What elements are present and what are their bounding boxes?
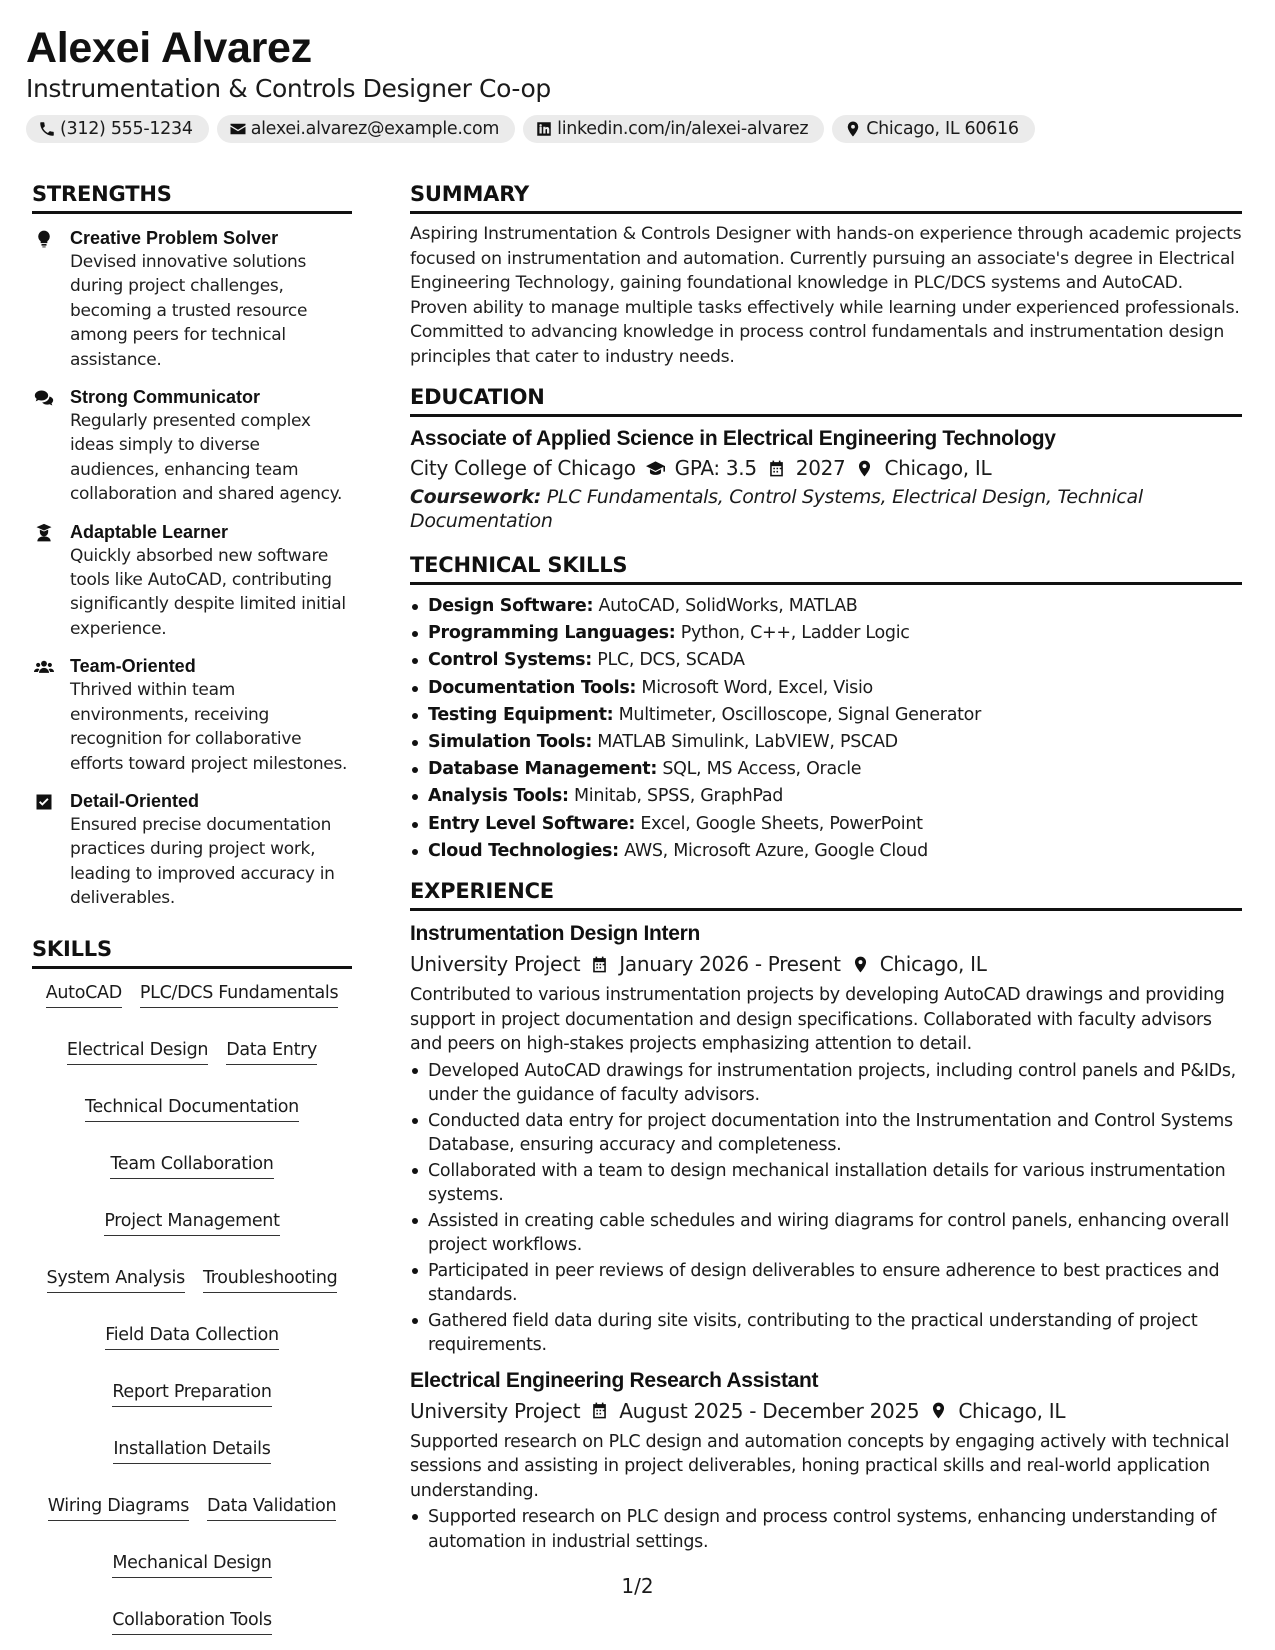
skill-value: PLC, DCS, SCADA [597,650,745,671]
job-location: Chicago, IL [958,1398,1066,1423]
strength-item [32,654,352,776]
skill-value: AWS, Microsoft Azure, Google Cloud [624,840,928,861]
list-item [410,783,1242,810]
strength-desc: Devised innovative solutions during project challenges, becoming a trusted resource among peers for technical assistance. [70,252,308,370]
strength-desc: Ensured precise documentation practices during project work, leading to improved accuracy in deliverables. [70,814,335,909]
skill-tag: Technical Documentation [85,1093,299,1122]
users-icon [34,657,54,677]
strength-desc: Regularly presented complex ideas simply to diverse audiences, enhancing team collaboration and shared agency. [70,411,343,505]
skill-tag: AutoCAD [46,979,122,1008]
page-number: 1/2 [621,1574,654,1598]
skill-tag: Installation Details [113,1435,270,1464]
job-title: Instrumentation Design Intern [410,922,700,946]
list-item: Conducted data entry for project documentation into the Instrumentation and Control Systems Database, ensuring accuracy and completeness. [410,1109,1242,1158]
map-pin-icon [855,459,874,478]
resume-header [26,24,1246,143]
job-location: Chicago, IL [879,952,987,977]
job-dates: January 2026 - Present [619,952,841,977]
skill-tag: Wiring Diagrams [48,1492,189,1521]
list-item: Gathered field data during site visits, contributing to the practical understanding of project requirements. [410,1309,1242,1358]
skill-label: Control Systems: [428,650,592,671]
job-bullets [410,1505,1242,1554]
strength-title: Team-Oriented [70,656,196,677]
list-item [410,675,1242,702]
contact-email-text: alexei.alvarez@example.com [250,119,500,139]
strength-title: Adaptable Learner [70,521,229,542]
list-item [410,593,1242,620]
job-org: University Project [410,952,581,977]
strength-desc: Quickly absorbed new software tools like AutoCAD, contributing significantly despite limited initial experience. [70,545,346,639]
strength-item [32,520,352,642]
skill-label: Database Management: [428,759,658,780]
graduation-year: 2027 [795,456,846,480]
skill-value: Excel, Google Sheets, PowerPoint [640,813,923,834]
list-item: Developed AutoCAD drawings for instrumentation projects, including control panels and P&IDs, under the guidance of faculty advisors. [410,1059,1242,1108]
education-section [410,383,1242,533]
phone-icon [38,120,56,138]
skill-tag: System Analysis [47,1264,185,1293]
skill-tag: Report Preparation [112,1378,271,1407]
job-dates: August 2025 - December 2025 [619,1398,920,1423]
skill-value: SQL, MS Access, Oracle [662,759,862,780]
skill-tag: Field Data Collection [105,1321,279,1350]
right-column [410,180,1242,1555]
graduate-icon [34,523,54,543]
strength-title: Creative Problem Solver [70,228,279,248]
education-heading: EDUCATION [410,383,1242,417]
skill-label: Cloud Technologies: [428,840,619,861]
skill-value: Minitab, SPSS, GraphPad [573,786,784,807]
job-entry [410,1366,1242,1555]
skill-value: Multimeter, Oscilloscope, Signal Generator [618,704,981,725]
contact-phone-text: (312) 555-1234 [60,119,193,139]
gpa: GPA: 3.5 [674,456,757,480]
map-pin-icon [929,1401,948,1420]
strength-title: Detail-Oriented [70,790,200,811]
skill-label: Design Software: [428,596,594,616]
strengths-heading: STRENGTHS [32,180,352,214]
list-item [410,702,1242,729]
coursework [410,485,1242,533]
calendar-icon [590,955,609,974]
list-item [410,811,1242,838]
contact-email [217,115,515,143]
list-item: Collaborated with a team to design mechanical installation details for various instrumentation systems. [410,1159,1242,1208]
job-bullets [410,1059,1242,1358]
strength-item [32,385,352,507]
job-title: Electrical Engineering Research Assistant [410,1368,819,1392]
lightbulb-icon [34,229,54,249]
skill-tag: Troubleshooting [203,1264,338,1293]
strength-item [32,789,352,911]
skills-heading: SKILLS [32,935,352,969]
envelope-icon [229,120,247,138]
contact-linkedin-text: linkedin.com/in/alexei-alvarez [557,119,809,139]
technical-skills-list [410,593,1242,865]
job-org: University Project [410,1398,581,1423]
linkedin-icon [535,120,553,138]
left-column [32,180,352,1635]
list-item: Supported research on PLC design and process control systems, enhancing understanding of automation in industrial settings. [410,1505,1242,1554]
skill-value: AutoCAD, SolidWorks, MATLAB [598,596,858,616]
list-item [410,756,1242,783]
degree-title: Associate of Applied Science in Electrical Engineering Technology [410,427,1056,450]
strength-item [32,226,352,372]
skill-label: Documentation Tools: [428,677,637,698]
job-meta [410,1396,1242,1426]
contact-linkedin [523,115,824,143]
list-item [410,647,1242,674]
school-name: City College of Chicago [410,456,636,480]
candidate-title: Instrumentation & Controls Designer Co-op [26,74,551,103]
school-location: Chicago, IL [884,456,992,480]
job-description: Contributed to various instrumentation projects by developing AutoCAD drawings and providing support in project documentation and design specifications. Collaborated with faculty advisors and peers on high-stakes projects emphasizing attention to detail. [410,985,1225,1055]
list-item: Assisted in creating cable schedules and wiring diagrams for control panels, enhancing overall project workflows. [410,1209,1242,1258]
list-item [410,838,1242,865]
education-meta [410,453,1242,483]
skill-label: Simulation Tools: [428,732,593,753]
skills-list [32,979,352,1635]
skill-value: Python, C++, Ladder Logic [680,623,910,644]
skill-tag: Project Management [104,1207,279,1236]
list-item [410,729,1242,756]
contact-location-text: Chicago, IL 60616 [866,119,1019,139]
coursework-label: Coursework: [410,486,541,508]
list-item [410,620,1242,647]
summary-heading: SUMMARY [410,180,1242,214]
skill-label: Analysis Tools: [428,786,569,807]
skill-tag: Data Validation [207,1492,336,1521]
skill-tag: Data Entry [226,1036,317,1065]
checkbox-icon [34,792,54,812]
comments-icon [34,388,54,408]
candidate-name: Alexei Alvarez [26,24,312,72]
experience-heading: EXPERIENCE [410,877,1242,911]
job-meta [410,949,1242,979]
strength-desc: Thrived within team environments, receiving recognition for collaborative efforts toward project milestones. [70,680,348,774]
skill-label: Programming Languages: [428,623,676,644]
map-pin-icon [851,955,870,974]
calendar-icon [767,459,786,478]
job-entry [410,919,1242,1358]
skill-tag: Mechanical Design [112,1549,271,1578]
skill-tag: Collaboration Tools [112,1606,272,1635]
graduation-cap-icon [646,459,665,478]
skill-value: Microsoft Word, Excel, Visio [641,677,873,698]
technical-skills-heading: TECHNICAL SKILLS [410,551,1242,585]
skill-label: Testing Equipment: [428,704,614,725]
skill-value: MATLAB Simulink, LabVIEW, PSCAD [597,732,898,753]
summary-text: Aspiring Instrumentation & Controls Designer with hands-on experience through academic projects focused on instrumentation and automation. Currently pursuing an associate's degree in Electrical Engineering Technology, gaining foundational knowledge in PLC/DCS systems and AutoCAD. Proven ability to manage multiple tasks effectively while learning under experienced professionals. Committed to advancing knowledge in process control fundamentals and instrumentation design principles that cater to industry needs. [410,224,1242,367]
coursework-list: PLC Fundamentals, Control Systems, Electrical Design, Technical Documentation [410,486,1143,532]
strengths-list [32,226,352,911]
skill-tag: Team Collaboration [110,1150,273,1179]
contact-bar [26,115,1246,143]
contact-phone [26,115,209,143]
skill-tag: PLC/DCS Fundamentals [140,979,338,1008]
skill-label: Entry Level Software: [428,813,636,834]
map-pin-icon [844,120,862,138]
skill-tag: Electrical Design [67,1036,208,1065]
strength-title: Strong Communicator [70,387,261,408]
list-item: Participated in peer reviews of design deliverables to ensure adherence to best practices and standards. [410,1259,1242,1308]
experience-section [410,877,1242,1554]
calendar-icon [590,1401,609,1420]
technical-skills-section [410,551,1242,865]
skills-section [32,935,352,1635]
job-description: Supported research on PLC design and automation concepts by engaging actively with technical sessions and assisting in project deliverables, honing practical skills and real-world application understanding. [410,1431,1230,1501]
contact-location [832,115,1035,143]
